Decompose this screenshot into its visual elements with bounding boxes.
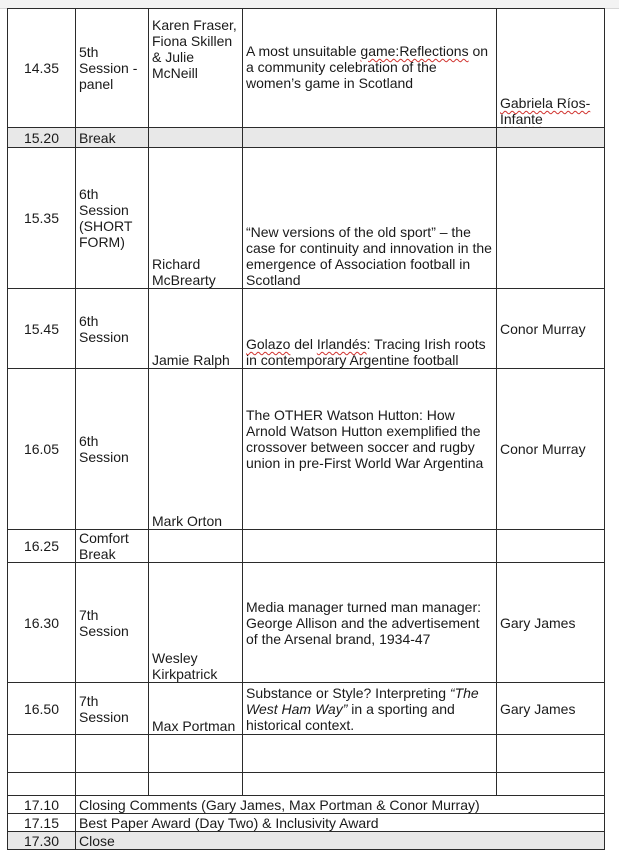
session-cell: 5th Session - panel <box>76 9 149 128</box>
title-cell <box>243 128 497 148</box>
time-cell: 16.05 <box>8 369 76 530</box>
table-row <box>8 369 605 530</box>
table-row <box>8 683 605 735</box>
session-cell: 6th Session <box>76 369 149 530</box>
session-cell: 6th Session (SHORT FORM) <box>76 148 149 289</box>
spelling-flagged-text: Golazo <box>246 336 291 352</box>
session-cell: 7th Session <box>76 563 149 683</box>
title-text: in a sporting and historical context. <box>246 700 455 733</box>
footer-row <box>8 832 605 850</box>
schedule-table <box>7 8 605 850</box>
session-cell: 6th Session <box>76 289 149 369</box>
empty-cell <box>8 773 76 796</box>
chair-cell <box>497 530 605 563</box>
speaker-cell: Richard McBrearty <box>149 148 243 289</box>
title-text: Substance or Style? Interpreting <box>246 684 450 701</box>
session-cell: Comfort Break <box>76 530 149 563</box>
speaker-cell <box>149 530 243 563</box>
speaker-cell: Wesley Kirkpatrick <box>149 563 243 683</box>
chair-name: Gabriela Ríos-Infante <box>500 95 591 127</box>
time-cell: 17.15 <box>8 814 76 832</box>
title-text: : Tracing Irish roots in contemporary Argentine football <box>246 336 486 368</box>
table-row <box>8 530 605 563</box>
time-cell: 16.30 <box>8 563 76 683</box>
chair-cell: Conor Murray <box>497 289 605 369</box>
spelling-flagged-text: game:Reflections <box>360 43 469 59</box>
chair-cell: Gary James <box>497 683 605 735</box>
title-italic-text: “The West Ham Way” <box>246 684 479 717</box>
title-cell <box>243 289 497 369</box>
footer-row <box>8 796 605 814</box>
title-cell: The OTHER Watson Hutton: How Arnold Watson Hutton exemplified the crossover between soccer and rugby union in pre-First World War Argentina <box>243 369 497 530</box>
time-cell: 17.10 <box>8 796 76 814</box>
time-cell: 17.30 <box>8 832 76 850</box>
spelling-flagged-text: Irlandés <box>316 336 367 352</box>
time-cell: 15.45 <box>8 289 76 369</box>
title-cell <box>243 683 497 735</box>
speaker-cell: Karen Fraser, Fiona Skillen & Julie McNeill <box>149 9 243 128</box>
empty-cell <box>149 773 243 796</box>
title-text: del <box>290 336 317 352</box>
time-cell: 15.20 <box>8 128 76 148</box>
table-row <box>8 563 605 683</box>
footer-text: Closing Comments (Gary James, Max Portman & Conor Murray) <box>76 796 605 814</box>
session-cell: Break <box>76 128 149 148</box>
table-row <box>8 289 605 369</box>
footer-row <box>8 814 605 832</box>
empty-cell <box>243 735 497 773</box>
chair-cell: Conor Murray <box>497 369 605 530</box>
chair-cell <box>497 148 605 289</box>
empty-cell <box>76 735 149 773</box>
time-cell: 15.35 <box>8 148 76 289</box>
title-cell: Media manager turned man manager: George Allison and the advertisement of the Arsenal brand, 1934-47 <box>243 563 497 683</box>
table-row <box>8 9 605 128</box>
empty-cell <box>8 735 76 773</box>
speaker-cell: Jamie Ralph <box>149 289 243 369</box>
speaker-cell <box>149 128 243 148</box>
footer-text: Close <box>76 832 605 850</box>
session-cell: 7th Session <box>76 683 149 735</box>
empty-row <box>8 735 605 773</box>
empty-cell <box>76 773 149 796</box>
footer-text: Best Paper Award (Day Two) & Inclusivity Award <box>76 814 605 832</box>
chair-cell <box>497 128 605 148</box>
table-row <box>8 128 605 148</box>
title-cell <box>243 9 497 128</box>
speaker-cell: Max Portman <box>149 683 243 735</box>
empty-cell <box>497 735 605 773</box>
title-cell <box>243 530 497 563</box>
title-text: on a community celebration of the women’s game in Scotland <box>246 43 489 91</box>
empty-cell <box>149 735 243 773</box>
empty-cell <box>497 773 605 796</box>
title-cell: “New versions of the old sport” – the case for continuity and innovation in the emergence of Association football in Scotland <box>243 148 497 289</box>
chair-cell <box>497 9 605 128</box>
title-text: A most unsuitable <box>246 43 361 59</box>
chair-cell: Gary James <box>497 563 605 683</box>
empty-cell <box>243 773 497 796</box>
table-row <box>8 148 605 289</box>
time-cell: 16.25 <box>8 530 76 563</box>
time-cell: 14.35 <box>8 9 76 128</box>
time-cell: 16.50 <box>8 683 76 735</box>
empty-row <box>8 773 605 796</box>
speaker-cell: Mark Orton <box>149 369 243 530</box>
